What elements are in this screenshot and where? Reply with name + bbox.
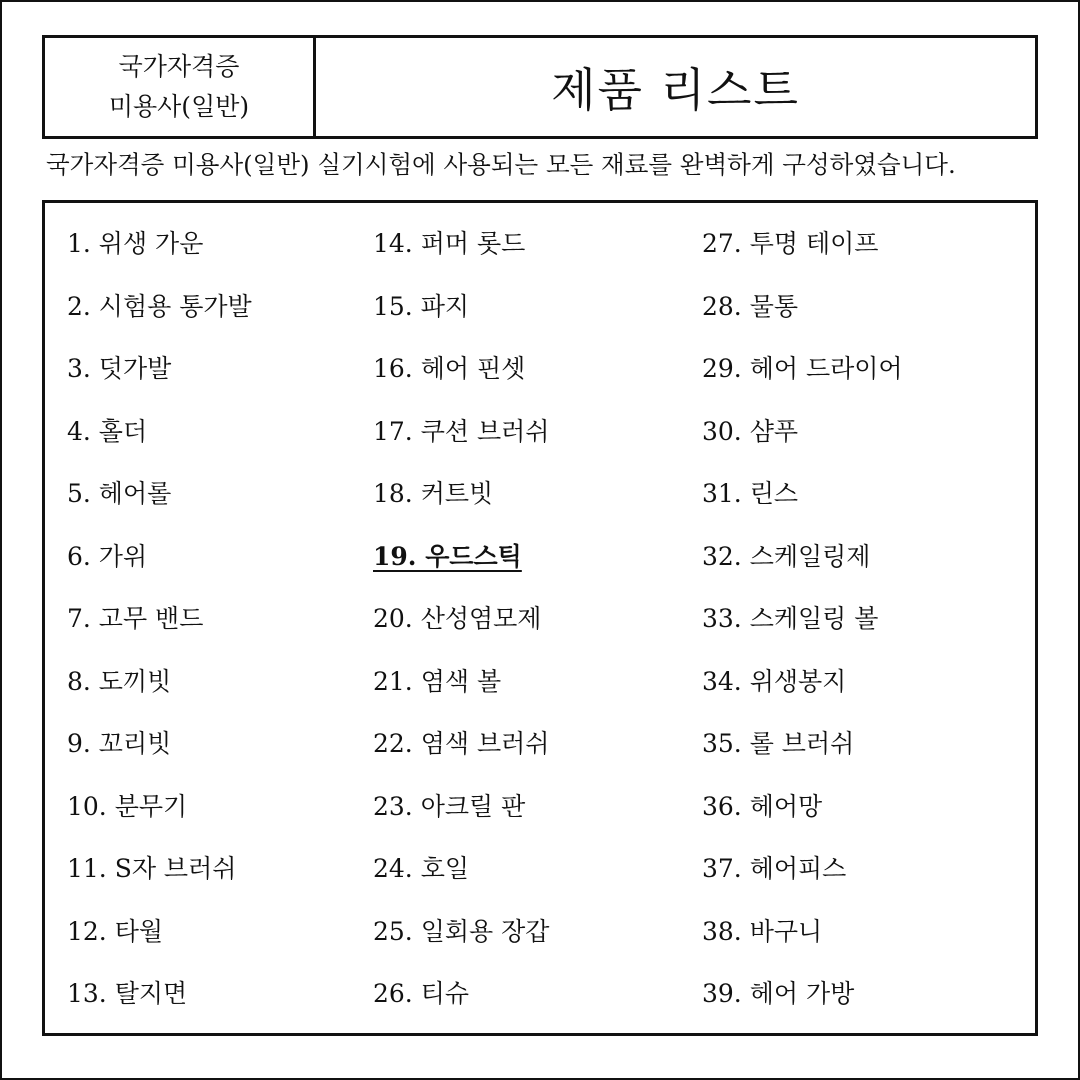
list-item: 1. 위생 가운 [67, 229, 204, 258]
highlighted-list-item: 19. 우드스틱 [373, 541, 522, 571]
list-item: 25. 일회용 장갑 [373, 916, 550, 946]
product-column-3 [702, 223, 903, 1036]
list-item: 30. 샴푸 [702, 416, 799, 446]
list-item: 23. 아크릴 판 [373, 791, 526, 821]
list-item: 24. 호일 [373, 854, 470, 883]
list-item: 35. 롤 브러쉬 [702, 729, 855, 758]
certification-line-2: 미용사(일반) [108, 92, 250, 121]
list-item: 22. 염색 브러쉬 [373, 729, 550, 758]
list-item: 17. 쿠션 브러쉬 [373, 416, 550, 446]
list-item: 5. 헤어롤 [67, 479, 172, 508]
list-item: 33. 스케일링 볼 [702, 604, 879, 633]
list-item: 2. 시험용 통가발 [67, 291, 252, 321]
list-item: 11. S자 브러쉬 [67, 854, 237, 883]
list-item: 37. 헤어피스 [702, 854, 847, 883]
list-item: 28. 물통 [702, 291, 799, 321]
list-item: 20. 산성염모제 [373, 604, 542, 633]
list-item: 6. 가위 [67, 541, 148, 571]
list-item: 16. 헤어 핀셋 [373, 354, 526, 383]
list-item: 9. 꼬리빗 [67, 729, 172, 758]
list-item: 7. 고무 밴드 [67, 604, 204, 633]
product-column-1 [67, 223, 252, 1036]
list-item: 21. 염색 볼 [373, 666, 502, 696]
header-box [42, 35, 1038, 139]
list-item: 15. 파지 [373, 291, 470, 321]
list-item: 14. 퍼머 롯드 [373, 229, 526, 258]
list-item: 27. 투명 테이프 [702, 229, 879, 258]
list-item: 39. 헤어 가방 [702, 979, 855, 1008]
list-item: 31. 린스 [702, 479, 799, 508]
list-item: 12. 타월 [67, 916, 164, 946]
list-item: 4. 홀더 [67, 416, 148, 446]
list-item: 18. 커트빗 [373, 479, 494, 508]
list-item: 26. 티슈 [373, 979, 470, 1008]
list-item: 13. 탈지면 [67, 979, 188, 1008]
list-item: 34. 위생봉지 [702, 666, 847, 696]
list-item: 38. 바구니 [702, 916, 823, 946]
list-item: 10. 분무기 [67, 791, 188, 821]
list-item: 36. 헤어망 [702, 791, 823, 821]
certification-label [45, 38, 316, 136]
product-column-2 [373, 223, 549, 1036]
list-item: 32. 스케일링제 [702, 541, 871, 571]
description-text: 국가자격증 미용사(일반) 실기시험에 사용되는 모든 재료를 완벽하게 구성하였습니다. [46, 150, 956, 179]
list-item: 29. 헤어 드라이어 [702, 354, 903, 383]
page-title: 제품 리스트 [551, 63, 800, 117]
list-item: 8. 도끼빗 [67, 666, 172, 696]
list-item: 3. 덧가발 [67, 354, 172, 383]
product-list-box [42, 200, 1038, 1036]
certification-line-1: 국가자격증 [118, 52, 240, 81]
